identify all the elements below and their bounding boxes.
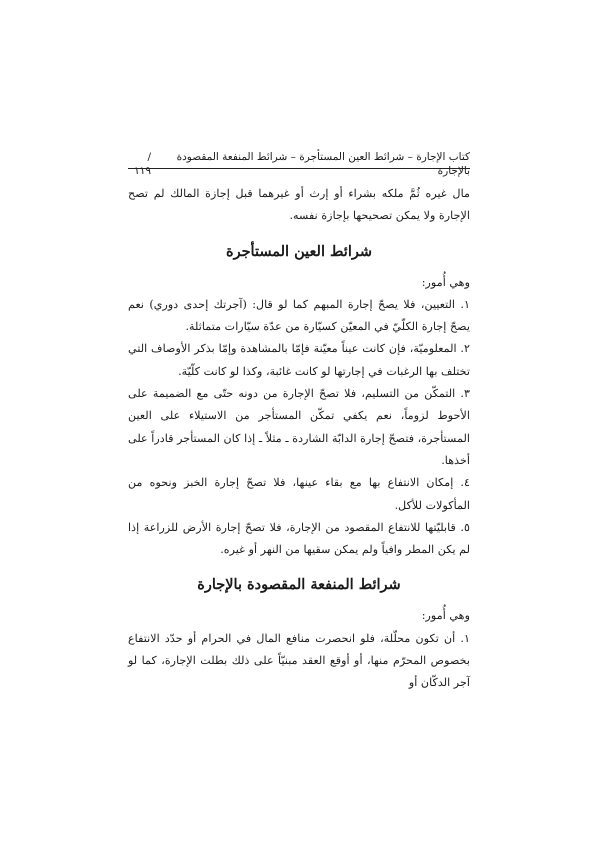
condition-item-5: ٥. قابليّتها للانتفاع المقصود من الإجارة، فلا تصحّ إجارة الأرض للزراعة إذا لم يكن المطر وافياً ولم يمكن سقيها من النهر أو غيره. [128,520,470,557]
section-intro: وهي أُمور: [421,609,470,623]
condition-item-1: ١. التعيين، فلا يصحّ إجارة المبهم كما لو قال: (آجرتك إحدى دوري) نعم يصحّ إجارة الكلّيّ في المعيّن كسيّارة من عدّة سيّارات متماثلة. [128,297,470,334]
benefit-item-1: ١. أن تكون محلّلة، فلو انحصرت منافع المال في الحرام أو حدّد الانتفاع بخصوص المحرّم منها، أو أوقع العقد مبنيّاً على ذلك بطلت الإجارة، كما لو آجر الدكّان أو [128,631,470,690]
section-intro: وهي أُمور: [421,275,470,289]
condition-item-2: ٢. المعلوميّة، فإن كانت عيناً معيّنة فإمّا بالمشاهدة وإمّا بذكر الأوصاف التي تختلف بها الرغبات في إجارتها لو كانت غائبة، وكذا لو كانت كلّيّة. [128,342,470,378]
header-rule [128,168,470,169]
continuation-paragraph: مال غيره ثُمَّ ملكه بشراء أو إرث أو غيرهما قبل إجازة المالك لم تصح الإجارة ولا يمكن تصحيحها بإجازة نفسه. [128,187,470,223]
section-heading-leased-item-conditions: شرائط العين المستأجرة [225,242,373,260]
condition-item-4: ٤. إمكان الانتفاع بها مع بقاء عينها، فلا تصحّ إجارة الخبز ونحوه من المأكولات للأكل. [128,476,470,512]
page-body [128,183,470,695]
page-number: / ١١٩ [134,151,152,177]
condition-item-3: ٣. التمكّن من التسليم، فلا تصحّ الإجارة من دونه حتّى مع الضميمة على الأحوط لزوماً، نعم يكفي تمكّن المستأجر من الاستيلاء على العين المستأجرة، فتصحّ إجارة الدابّة الشاردة ـ مثلاً ـ إذا كان المستأجر قادراً على أخذها. [128,387,470,467]
running-header [128,150,470,178]
section-heading-benefit-conditions: شرائط المنفعة المقصودة بالإجارة [197,576,401,594]
running-title: كتاب الإجارة – شرائط العين المستأجرة – شرائط المنفعة المقصودة بالإجارة [176,151,470,177]
